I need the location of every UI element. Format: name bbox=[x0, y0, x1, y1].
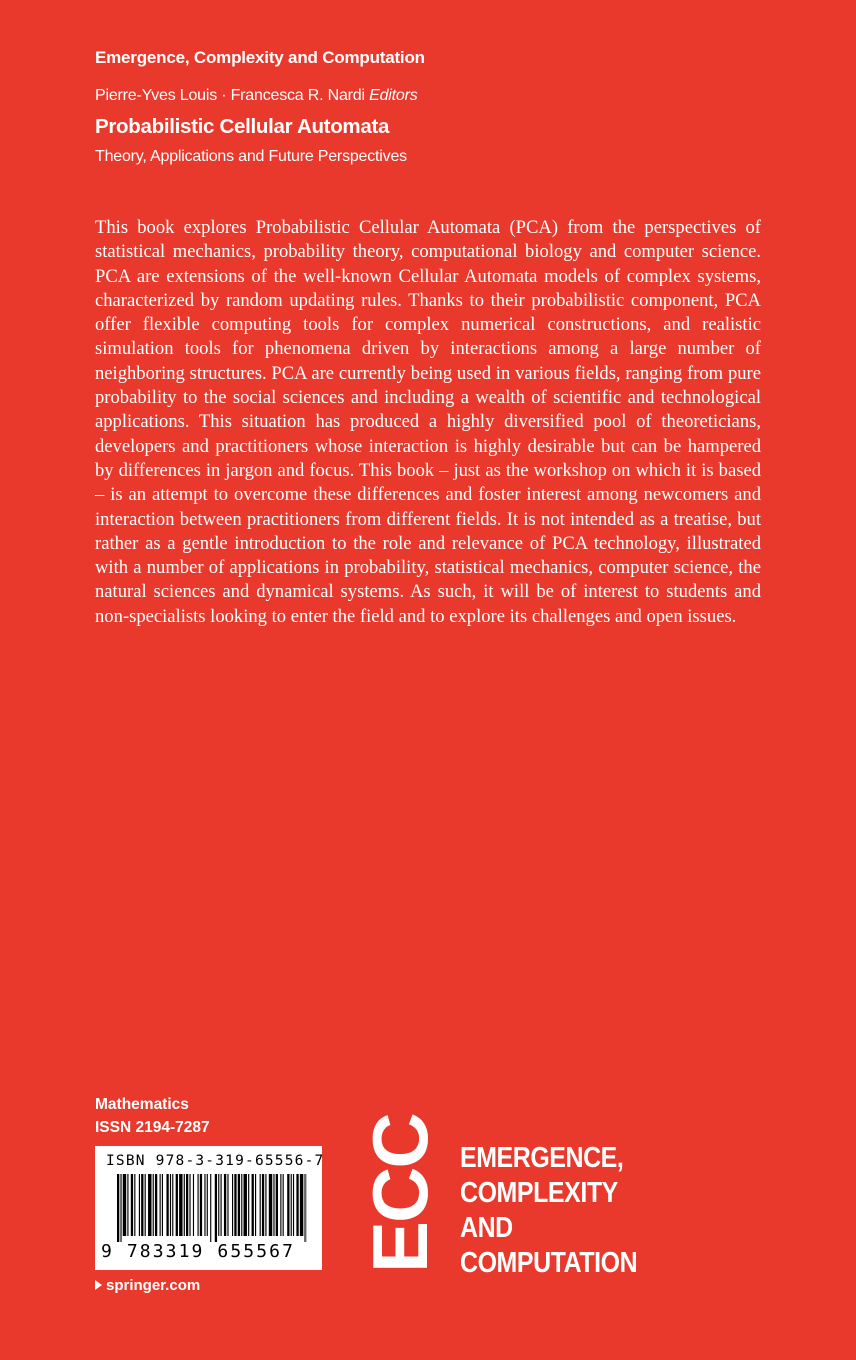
barcode-bar bbox=[148, 1174, 151, 1236]
barcode-digits: 9 783319 655567 bbox=[101, 1241, 296, 1262]
barcode-bar bbox=[287, 1174, 289, 1236]
barcode-bar bbox=[189, 1174, 190, 1236]
barcode-bar bbox=[273, 1174, 274, 1236]
barcode-bar bbox=[123, 1174, 126, 1236]
series-logo-name bbox=[460, 1141, 637, 1281]
barcode-bar bbox=[262, 1174, 264, 1236]
barcode-bar bbox=[227, 1174, 228, 1236]
series-title: Emergence, Complexity and Computation bbox=[95, 48, 425, 67]
barcode-bar bbox=[291, 1174, 292, 1236]
barcode-bar bbox=[200, 1174, 202, 1236]
barcode-bar bbox=[218, 1174, 219, 1236]
series-logo-line: COMPUTATION bbox=[460, 1247, 638, 1279]
barcode-bar bbox=[186, 1174, 188, 1236]
barcode-bar bbox=[248, 1174, 249, 1236]
barcode-bar bbox=[241, 1174, 242, 1236]
barcode-bar bbox=[155, 1174, 157, 1236]
barcode-bar bbox=[198, 1174, 199, 1236]
barcode-box bbox=[95, 1146, 325, 1270]
barcode-bar bbox=[215, 1174, 217, 1242]
barcode-bar bbox=[204, 1174, 205, 1236]
barcode-bar bbox=[269, 1174, 272, 1236]
website-text: springer.com bbox=[106, 1277, 201, 1294]
barcode-bar bbox=[234, 1174, 236, 1236]
website-link[interactable] bbox=[95, 1277, 200, 1294]
series-logo-line: AND bbox=[460, 1212, 513, 1244]
book-title: Probabilistic Cellular Automata bbox=[95, 115, 390, 138]
right-triangle-icon bbox=[95, 1280, 102, 1290]
editors-names: Pierre-Yves Louis · Francesca R. Nardi bbox=[95, 87, 365, 104]
barcode-bar bbox=[283, 1174, 284, 1236]
barcode-bar bbox=[134, 1174, 135, 1236]
barcode-bar bbox=[210, 1174, 211, 1242]
subject-category: Mathematics bbox=[95, 1096, 189, 1113]
barcode-bar bbox=[238, 1174, 240, 1236]
ecc-logo-mark: ECC bbox=[356, 1114, 444, 1273]
barcode-bar bbox=[153, 1174, 154, 1236]
ecc-logo bbox=[355, 1114, 445, 1273]
barcode-bar bbox=[176, 1174, 178, 1236]
isbn-label: ISBN 978-3-319-65556-7 bbox=[106, 1153, 325, 1169]
barcode-bar bbox=[300, 1174, 303, 1236]
barcode-bar bbox=[160, 1174, 161, 1236]
issn: ISSN 2194-7287 bbox=[95, 1119, 210, 1136]
barcode-bar bbox=[207, 1174, 208, 1236]
editors-line bbox=[95, 87, 418, 105]
barcode-bar bbox=[232, 1174, 233, 1236]
barcode-bar bbox=[184, 1174, 185, 1236]
book-description: This book explores Probabilistic Cellular Automata (PCA) from the perspectives of statistical mechanics, probability theory, computational biology and computer science. PCA are extensions of the well-known Cellular Automata models of complex systems, characterized by random updating rules. Thanks to their probabilistic component, PCA offer flexible computing tools for complex numerical constructions, and realistic simulation tools for phenomena driven by interactions among a large number of neighboring structures. PCA are currently being used in various fields, ranging from pure probability to the social sciences and including a wealth of scientific and technological applications. This situation has produced a highly diversified pool of theoreticians, developers and practitioners whose interaction is highly desirable but can be hampered by differences in jargon and focus. This book – just as the workshop on which it is based – is an attempt to overcome these differences and foster interest among newcomers and interaction between practitioners from different fields. It is not intended as a treatise, but rather as a gentle introduction to the role and relevance of PCA technology, illustrated with a number of applications in probability, statistical mechanics, computer science, the natural sciences and dynamical systems. As such, it will be of interest to students and non-specialists looking to enter the field and to explore its challenges and open issues. bbox=[95, 217, 761, 627]
barcode-bar bbox=[131, 1174, 133, 1236]
barcode-bar bbox=[221, 1174, 222, 1236]
barcode-image bbox=[117, 1174, 307, 1242]
barcode-bar bbox=[127, 1174, 128, 1236]
barcode-bar bbox=[293, 1174, 294, 1236]
barcode-bar bbox=[139, 1174, 140, 1236]
barcode-bar bbox=[170, 1174, 171, 1236]
barcode-bar bbox=[260, 1174, 261, 1236]
barcode-bar bbox=[193, 1174, 194, 1236]
barcode-bar bbox=[252, 1174, 254, 1236]
barcode-bar bbox=[141, 1174, 143, 1236]
barcode-bar bbox=[145, 1174, 146, 1236]
barcode-bar bbox=[179, 1174, 182, 1236]
barcode-bar bbox=[117, 1174, 119, 1242]
barcode-bar bbox=[304, 1174, 305, 1242]
barcode-bar bbox=[255, 1174, 256, 1236]
barcode-bar bbox=[276, 1174, 278, 1236]
barcode-bar bbox=[265, 1174, 266, 1236]
barcode-bar bbox=[162, 1174, 163, 1236]
barcode-bar bbox=[120, 1174, 121, 1242]
barcode-bar bbox=[296, 1174, 298, 1236]
barcode-bar bbox=[224, 1174, 226, 1236]
barcode-bar bbox=[280, 1174, 281, 1236]
editors-role: Editors bbox=[369, 87, 418, 104]
barcode-bar bbox=[172, 1174, 173, 1236]
barcode-bar bbox=[244, 1174, 247, 1236]
book-subtitle: Theory, Applications and Future Perspectives bbox=[95, 148, 407, 165]
series-logo-line: EMERGENCE, bbox=[460, 1142, 624, 1174]
barcode-bar bbox=[166, 1174, 168, 1236]
series-logo-line: COMPLEXITY bbox=[460, 1177, 618, 1209]
